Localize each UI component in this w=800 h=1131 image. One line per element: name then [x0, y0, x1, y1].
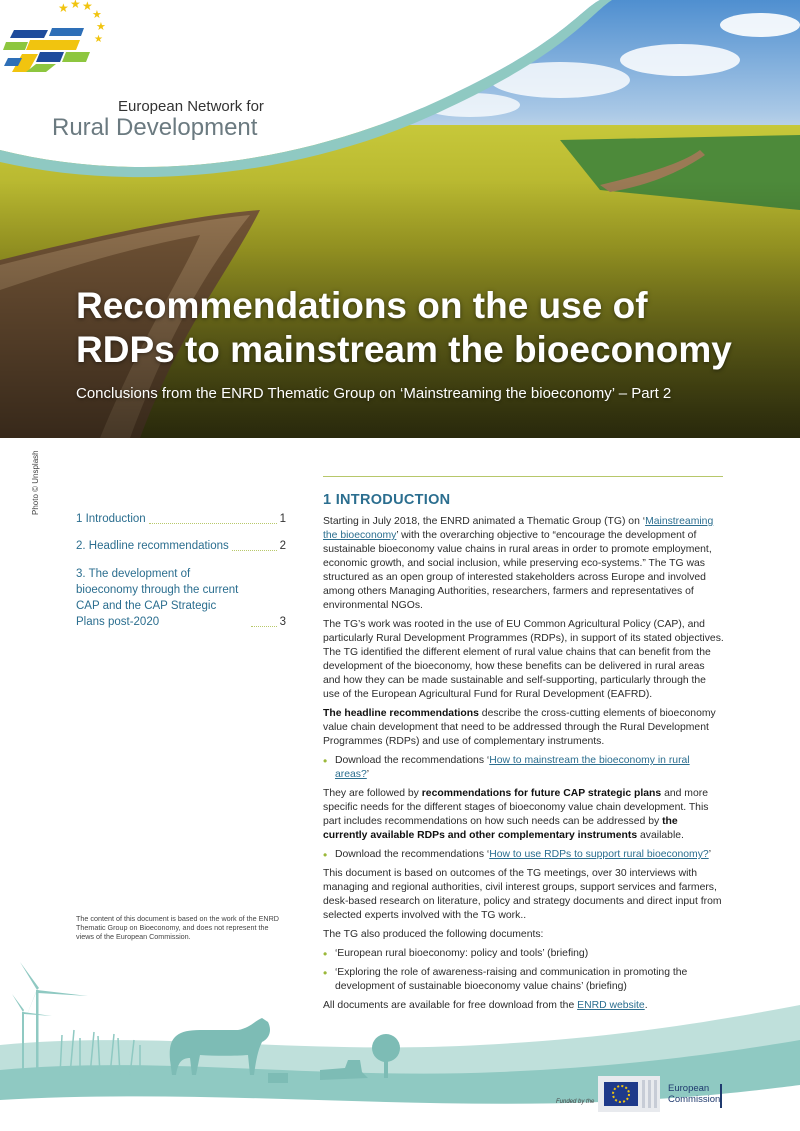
svg-text:★: ★ — [58, 1, 69, 15]
paragraph: The TG’s work was rooted in the use of EU Common Agricultural Policy (CAP), and particularly Rural Development Programmes (RDPs), in support of its stated objectives. The TG identified the different element of rural value chains that can benefit from the development of the bioeconomy, how these benefits can be delivered in rural areas and how they can be made sustainable and self-supporting, particularly through the use of the European Agricultural Fund for Rural Development (EAFRD). — [323, 619, 724, 700]
paragraph: All documents are available for free download from the ENRD website. — [323, 1000, 648, 1011]
paragraph: Starting in July 2018, the ENRD animated a Thematic Group (TG) on ‘Mainstreaming the bioeconomy’ with the overarching objective to “encourage the development of sustainable bioeconomy value chains in rural areas in order to promote employment, economic growth, and social inclusion, while preserving eco-systems.” The TG was structured as an open group of interested stakeholders across Europe and involved among others Managing Authorities, researchers, farmers and representatives of environmental NGOs. — [323, 516, 714, 611]
ec-logo-text — [668, 1083, 720, 1105]
svg-text:★: ★ — [94, 34, 103, 45]
paragraph: This document is based on outcomes of the TG meetings, over 30 interviews with managing and regional authorities, civil interest groups, support services and farmers, desk-based research on literature, policy and strategy documents and direct input from selected experts involved with the TG work.. — [323, 868, 722, 921]
page-subtitle: Conclusions from the ENRD Thematic Group on ‘Mainstreaming the bioeconomy’ – Part 2 — [76, 385, 672, 402]
svg-text:★: ★ — [82, 0, 93, 13]
table-of-contents — [76, 512, 286, 642]
download-rdps-link[interactable]: How to use RDPs to support rural bioeconomy? — [489, 849, 709, 860]
page-title — [76, 284, 776, 372]
toc-label: 2. Headline recommendations — [76, 540, 229, 552]
section-heading: 1 INTRODUCTION — [323, 492, 451, 508]
enrd-logo-icon — [0, 0, 260, 110]
eu-flag-icon — [598, 1076, 660, 1112]
paragraph: They are followed by recommendations for future CAP strategic plans and more specific needs for the different stages of bioeconomy value chain development. This part includes recommendations on how such needs can be addressed by the currently available RDPs and other complementary instruments available. — [323, 788, 709, 841]
toc-dots — [232, 550, 277, 551]
disclaimer: The content of this document is based on the work of the ENRD Thematic Group on Bioeconomy, and does not represent the views of the European Commission. — [76, 914, 279, 941]
svg-text:★: ★ — [92, 9, 102, 21]
brand-line2: Rural Development — [52, 114, 258, 141]
ec-line2: Commission — [668, 1094, 721, 1105]
funded-by-label: Funded by the — [556, 1099, 595, 1105]
section-divider — [323, 476, 723, 477]
toc-page: 2 — [279, 540, 286, 552]
bullet-item: • Download the recommendations ‘How to use RDPs to support rural bioeconomy?’ — [323, 848, 724, 862]
bullet-item: • Download the recommendations ‘How to mainstream the bioeconomy in rural areas?’ — [323, 754, 724, 782]
toc-dots — [251, 626, 277, 627]
svg-text:★: ★ — [96, 21, 106, 33]
bullet-item: • ‘European rural bioeconomy: policy and tools’ (briefing) — [323, 947, 724, 961]
paragraph: The TG also produced the following documents: — [323, 929, 544, 940]
download-mainstream-link[interactable]: How to mainstream the bioeconomy in rural areas? — [335, 755, 690, 780]
hero-banner — [0, 0, 800, 438]
svg-text:★: ★ — [70, 0, 81, 11]
toc-item-introduction[interactable] — [76, 512, 286, 527]
enrd-website-link[interactable]: ENRD website — [577, 1000, 645, 1011]
ec-line1: European — [668, 1083, 710, 1094]
title-line2: RDPs to mainstream the bioeconomy — [76, 329, 732, 370]
bullet-item: • ‘Exploring the role of awareness-raising and communication in promoting the development of sustainable bioeconomy value chains’ (briefing) — [323, 966, 724, 994]
toc-label: 1 Introduction — [76, 513, 146, 525]
section-body — [323, 515, 724, 1018]
toc-dots — [149, 523, 277, 524]
toc-page: 3 — [279, 616, 286, 628]
toc-item-headline-recommendations[interactable] — [76, 539, 286, 554]
toc-label: 3. The development of bioeconomy through the current CAP and the CAP Strategic Plans post-2020 — [76, 568, 239, 628]
title-line1: Recommendations on the use of — [76, 285, 648, 326]
ec-divider — [720, 1084, 722, 1108]
photo-credit: Photo © Unsplash — [31, 450, 40, 515]
paragraph: The headline recommendations describe the cross-cutting elements of bioeconomy value chain development that need to be addressed through the Rural Development Programmes (RDPs) and use of complementary instruments. — [323, 708, 716, 747]
brand-line1: European Network for — [118, 98, 264, 115]
toc-page: 1 — [279, 513, 286, 525]
toc-item-bioeconomy-development[interactable] — [76, 566, 286, 630]
mainstreaming-bioeconomy-link[interactable]: Mainstreaming the bioeconomy — [323, 516, 714, 541]
